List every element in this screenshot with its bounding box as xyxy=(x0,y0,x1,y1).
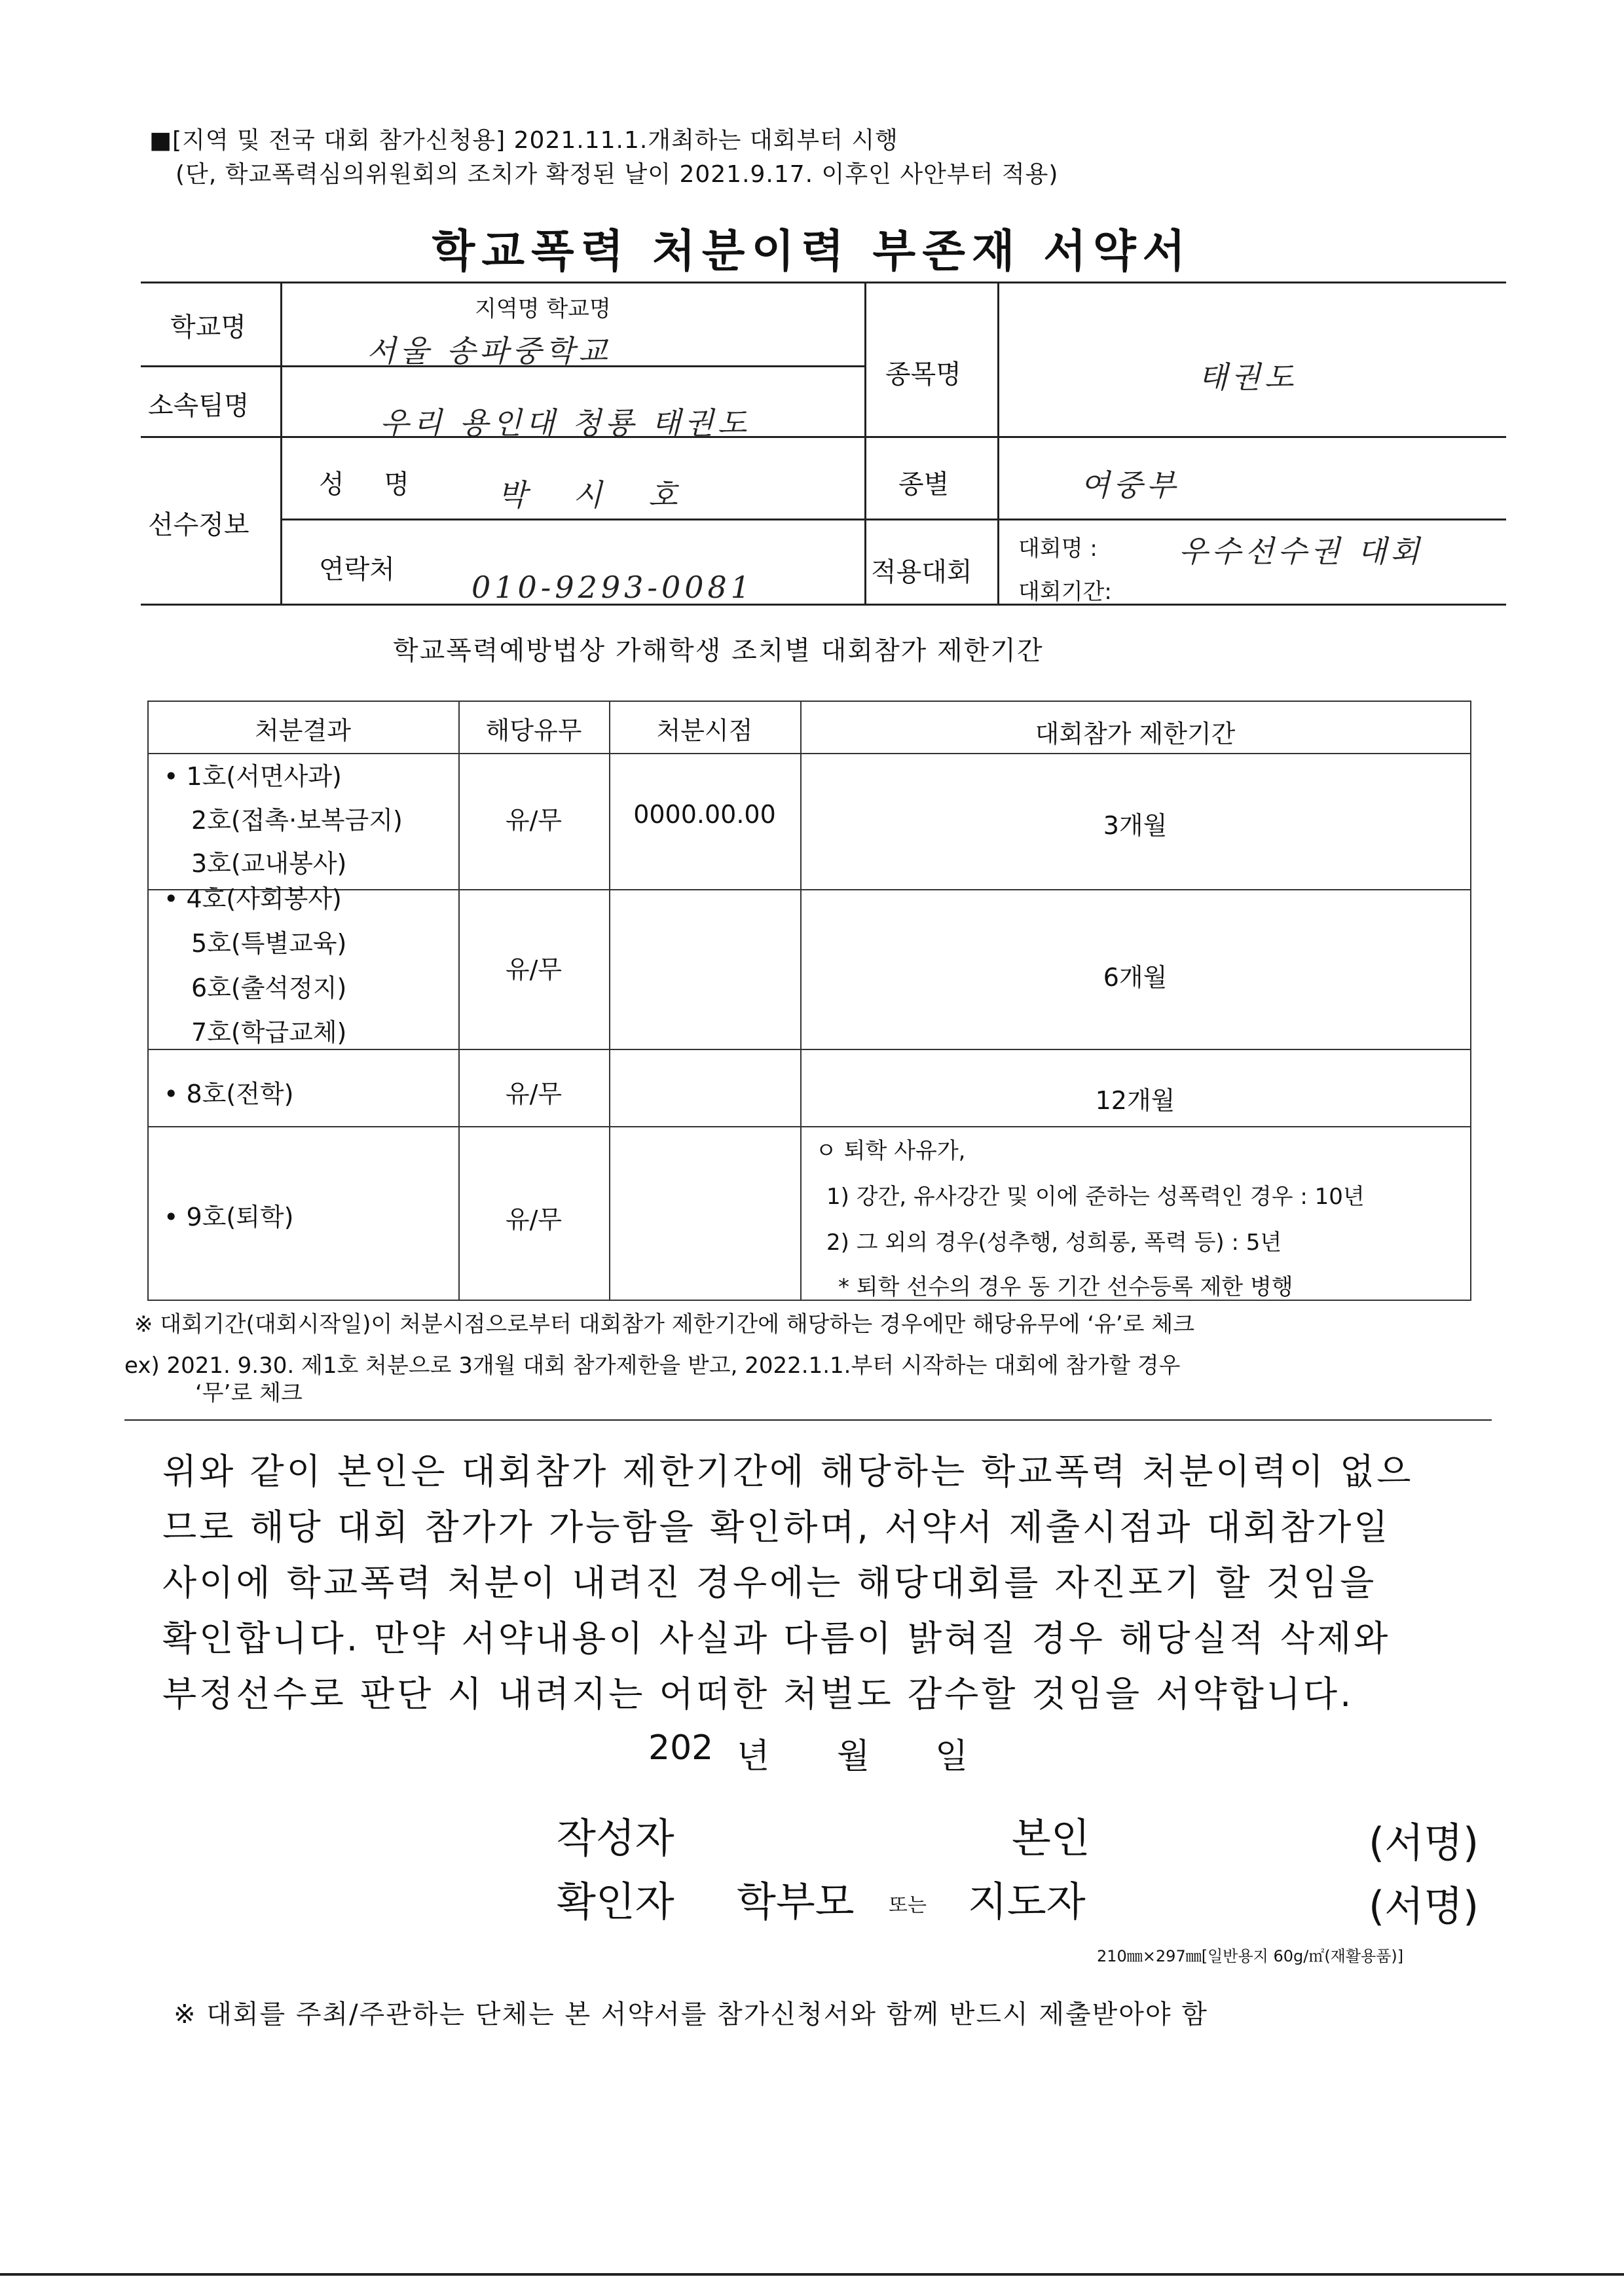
result-item: • 4호(사회봉사) xyxy=(164,884,342,913)
school-label: 학교명 xyxy=(170,312,246,342)
period-value: 6개월 xyxy=(1103,963,1168,992)
pledge-line: 위와 같이 본인은 대회참가 제한기간에 해당하는 학교폭력 처분이력이 없으 xyxy=(162,1451,1414,1492)
yn-field[interactable]: 유/무 xyxy=(505,1080,563,1108)
name-label: 성 명 xyxy=(319,469,425,500)
school-hint: 지역명 학교명 xyxy=(475,296,611,322)
gender-label: 종별 xyxy=(898,469,950,500)
date-year-unit: 년 xyxy=(737,1737,770,1776)
writer-value: 본인 xyxy=(1012,1814,1090,1862)
notice-line-2: (단, 학교폭력심의위원회의 조치가 확정된 날이 2021.9.17. 이후인 사안부터 적용) xyxy=(175,161,1059,188)
athlete-label: 선수정보 xyxy=(148,510,249,540)
page-title: 학교폭력 처분이력 부존재 서약서 xyxy=(432,226,1192,278)
pledge-line: 사이에 학교폭력 처분이 내려진 경우에는 해당대회를 자진포기 할 것임을 xyxy=(162,1562,1377,1603)
note-2: ex) 2021. 9.30. 제1호 처분으로 3개월 대회 참가제한을 받고, 2022.1.1.부터 시작하는 대회에 참가할 경우 xyxy=(124,1353,1181,1379)
competition-name-value[interactable]: 우수선수권 대회 xyxy=(1179,534,1424,569)
paper-spec: 210㎜×297㎜[일반용지 60g/㎡(재활용품)] xyxy=(1097,1947,1404,1965)
result-item: 2호(접촉·보복금지) xyxy=(191,806,403,835)
confirmer-parent: 학부모 xyxy=(737,1878,855,1925)
period-value: 3개월 xyxy=(1103,811,1168,840)
result-item: 7호(학급교체) xyxy=(191,1018,347,1047)
table-header: 대회참가 제한기간 xyxy=(1035,720,1236,748)
event-value[interactable]: 태권도 xyxy=(1198,359,1298,395)
competition-name-label: 대회명 : xyxy=(1018,536,1098,562)
confirmer-or: 또는 xyxy=(889,1894,927,1917)
yn-field[interactable]: 유/무 xyxy=(505,1205,563,1234)
result-item: 5호(특별교육) xyxy=(191,929,347,958)
result-item: • 8호(전학) xyxy=(164,1080,294,1108)
writer-label: 작성자 xyxy=(557,1814,674,1862)
competition-label: 적용대회 xyxy=(871,557,972,587)
divider xyxy=(124,1419,1492,1421)
result-item: • 9호(퇴학) xyxy=(164,1203,294,1231)
confirmer-sign[interactable]: (서명) xyxy=(1369,1882,1479,1930)
yn-field[interactable]: 유/무 xyxy=(505,806,563,835)
name-value[interactable]: 박 시 호 xyxy=(498,477,696,513)
bottom-rule xyxy=(0,2273,1624,2276)
footer-note: ※ 대회를 주최/주관하는 단체는 본 서약서를 참가신청서와 함께 반드시 제출받아야 함 xyxy=(174,1999,1208,2030)
notice-line-1: ■[지역 및 전국 대회 참가신청용] 2021.11.1.개최하는 대회부터 시행 xyxy=(149,127,898,154)
yn-field[interactable]: 유/무 xyxy=(505,955,563,984)
period-line: * 퇴학 선수의 경우 동 기간 선수등록 제한 병행 xyxy=(838,1274,1293,1300)
result-item: 3호(교내봉사) xyxy=(191,849,347,878)
pledge-line: 부정선수로 판단 시 내려지는 어떠한 처벌도 감수할 것임을 서약합니다. xyxy=(162,1673,1354,1715)
period-value: 12개월 xyxy=(1095,1086,1175,1115)
team-label: 소속팀명 xyxy=(148,391,249,421)
gender-value[interactable]: 여중부 xyxy=(1080,467,1180,503)
competition-period-label: 대회기간: xyxy=(1018,579,1112,605)
event-label: 종목명 xyxy=(885,359,961,390)
team-value[interactable]: 우리 용인대 청룡 태권도 xyxy=(380,405,751,441)
period-line: 2) 그 외의 경우(성추행, 성희롱, 폭력 등) : 5년 xyxy=(826,1230,1282,1256)
note-1: ※ 대회기간(대회시작일)이 처분시점으로부터 대회참가 제한기간에 해당하는 경우에만 해당유무에 ‘유’로 체크 xyxy=(134,1311,1195,1338)
writer-sign[interactable]: (서명) xyxy=(1369,1819,1479,1867)
note-3: ‘무’로 체크 xyxy=(195,1380,303,1406)
restriction-subtitle: 학교폭력예방법상 가해학생 조치별 대회참가 제한기간 xyxy=(393,636,1044,666)
table-header: 해당유무 xyxy=(485,716,582,745)
date-field[interactable]: 0000.00.00 xyxy=(633,800,776,829)
period-line: ㅇ 퇴학 사유가, xyxy=(815,1138,966,1164)
date-day-unit: 일 xyxy=(935,1737,969,1776)
contact-label: 연락처 xyxy=(319,555,395,585)
contact-value[interactable]: 010-9293-0081 xyxy=(471,570,754,605)
result-item: 6호(출석정지) xyxy=(191,974,347,1002)
table-header: 처분시점 xyxy=(656,716,753,745)
date-month-unit: 월 xyxy=(837,1737,870,1776)
date-year[interactable]: 202 xyxy=(648,1728,714,1768)
school-value[interactable]: 서울 송파중학교 xyxy=(367,333,612,369)
confirmer-coach: 지도자 xyxy=(968,1878,1086,1925)
table-header: 처분결과 xyxy=(255,716,351,745)
period-line: 1) 강간, 유사강간 및 이에 준하는 성폭력인 경우 : 10년 xyxy=(826,1184,1365,1210)
pledge-line: 확인합니다. 만약 서약내용이 사실과 다름이 밝혀질 경우 해당실적 삭제와 xyxy=(162,1618,1391,1659)
pledge-line: 므로 해당 대회 참가가 가능함을 확인하며, 서약서 제출시점과 대회참가일 xyxy=(162,1506,1391,1548)
result-item: • 1호(서면사과) xyxy=(164,762,342,791)
confirmer-label: 확인자 xyxy=(557,1878,674,1925)
